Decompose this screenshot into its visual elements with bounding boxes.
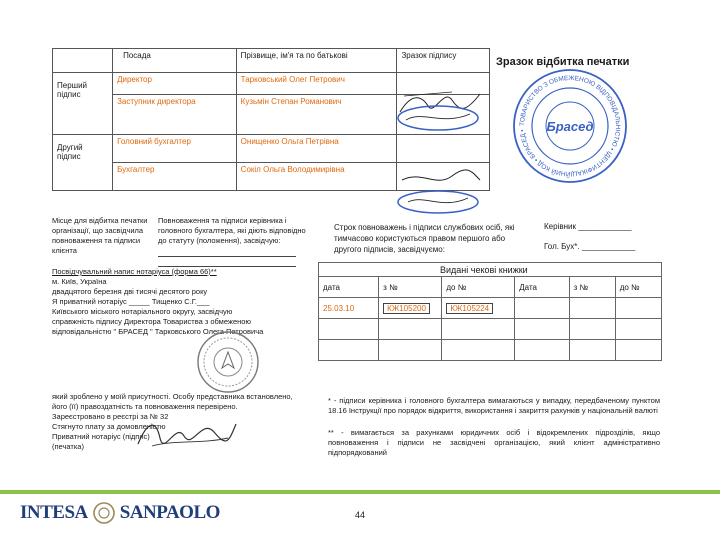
cheque-cell	[515, 340, 569, 361]
cheque-cell	[615, 298, 661, 319]
cheque-header: до №	[615, 277, 661, 298]
stamp-center-text: Брасед	[546, 119, 594, 134]
row-position: Директор	[113, 73, 237, 95]
underline-1	[158, 256, 296, 257]
cheque-cell	[615, 340, 661, 361]
cheque-cell	[615, 319, 661, 340]
cheque-cell	[442, 340, 515, 361]
notary-signature	[132, 414, 242, 454]
cheque-value-box: КЖ105200	[383, 303, 430, 314]
notary-line: м. Київ, Україна	[52, 277, 107, 286]
intesa-sanpaolo-logo	[20, 500, 220, 526]
cheque-header: з №	[569, 277, 615, 298]
head-label: Керівник ____________	[544, 222, 632, 231]
cheque-cell	[569, 340, 615, 361]
notary-lines	[52, 277, 302, 337]
cheque-books-title: Видані чекові книжки	[440, 265, 528, 275]
row-position: Головний бухгалтер	[113, 135, 237, 163]
notary-line: (печатка)	[52, 442, 84, 451]
notary-line: його (її) правоздатність та повноваження перевірено.	[52, 402, 238, 411]
cheque-cell	[319, 340, 379, 361]
notary-line: Приватний нотаріус (підпис)	[52, 432, 150, 441]
footer-line	[0, 490, 720, 494]
cheque-cell	[515, 319, 569, 340]
logo-right-text: SANPAOLO	[119, 502, 220, 523]
notary-line: Я приватний нотаріус _____ Тищенко С.Г.___	[52, 297, 210, 306]
notary-line: Київського міського нотаріального округу, засвідчую	[52, 307, 233, 316]
company-stamp	[512, 68, 628, 184]
accountant-label: Гол. Бух*. ____________	[544, 242, 636, 251]
page-number: 44	[355, 510, 366, 520]
cheque-cell	[379, 340, 442, 361]
row-name: Тарковський Олег Петрович	[236, 73, 397, 95]
cheque-cell	[379, 319, 442, 340]
cheque-cell	[319, 319, 379, 340]
footnote-first: * - підписи керівника і головного бухгалтера вимагаються у випадку, передбаченому пунктом 18.16 Інструкції про порядок відкриття, використання і закриття рахунків у національній валюті	[328, 396, 660, 415]
row-position: Заступник директора	[113, 95, 237, 135]
cheque-header: до №	[442, 277, 515, 298]
cheque-cell	[569, 298, 615, 319]
signature-cell	[397, 135, 490, 163]
notary-line: відповідальністю " БРАСЕД " Тарковського Олега Петровича	[52, 327, 264, 336]
first-signature-label: Перший підпис	[53, 73, 113, 135]
row-position: Бухгалтер	[113, 163, 237, 191]
cheque-cell	[442, 298, 515, 319]
notary-line: двадцятого березня дві тисячі десятого року	[52, 287, 208, 296]
cheque-header: з №	[379, 277, 442, 298]
stamp-place-right: Повноваження та підписи керівника і головного бухгалтера, які діють відповідно до статуту (положення), засвідчую:	[158, 216, 306, 245]
cheque-cell: 25.03.10	[319, 298, 379, 319]
footnote-second: ** - вимагається за рахунками юридичних осіб і відокремлених підрозділів, якщо повноваження і підписи не засвідчені організацією, який клієнт адміністративно підпорядкований	[328, 428, 660, 457]
header-sample: Зразок підпису	[397, 49, 490, 73]
logo-left-text: INTESA	[20, 502, 88, 523]
cheque-value-box: КЖ105224	[446, 303, 493, 314]
cheque-cell	[442, 319, 515, 340]
notary-line: який зроблено у моїй присутності. Особу представника встановлено,	[52, 392, 293, 401]
director-signature	[392, 82, 488, 138]
stamp-title: Зразок відбитка печатки	[496, 56, 630, 68]
header-name: Прізвище, ім'я та по батькові	[236, 49, 397, 73]
row-name: Кузьмін Степан Романович	[236, 95, 397, 135]
stamp-ring-text: ТОВАРИСТВО З ОБМЕЖЕНОЮ ВІДПОВІДАЛЬНІСТЮ • ІДЕНТИФІКАЦІЙНИЙ КОД • БРАСЕД •	[518, 74, 622, 178]
second-signature-label: Другий підпис	[53, 135, 113, 191]
notary-line: справжність підпису Директора Товариства з обмеженою	[52, 317, 252, 326]
accountant-signature	[392, 166, 488, 218]
notary-seal	[196, 330, 260, 394]
notary-line: Зареєстровано в реєстрі за № 32	[52, 412, 169, 421]
notary-title: Посвідчувальний напис нотаріуса (форма 66)**	[52, 267, 217, 276]
row-name: Сокіл Ольга Володимирівна	[236, 163, 397, 191]
cheque-header: дата	[319, 277, 379, 298]
cheque-cell	[569, 319, 615, 340]
stamp-place-left: Місце для відбитка печатки організації, що засвідчила повноваження та підписи клієнта	[52, 216, 148, 255]
term-text: Строк повноважень і підписи службових осіб, які тимчасово користуються правом першого або другого підписів, засвідчуємо:	[334, 223, 515, 254]
row-name: Онищенко Ольга Петрівна	[236, 135, 397, 163]
cheque-cell	[379, 298, 442, 319]
notary-line: Стягнуто плату за домовленістю	[52, 422, 166, 431]
cheque-cell	[515, 298, 569, 319]
logo-emblem-icon	[92, 501, 116, 525]
cheque-books-table	[318, 262, 662, 361]
header-position: Посада	[113, 49, 237, 73]
cheque-header: Дата	[515, 277, 569, 298]
